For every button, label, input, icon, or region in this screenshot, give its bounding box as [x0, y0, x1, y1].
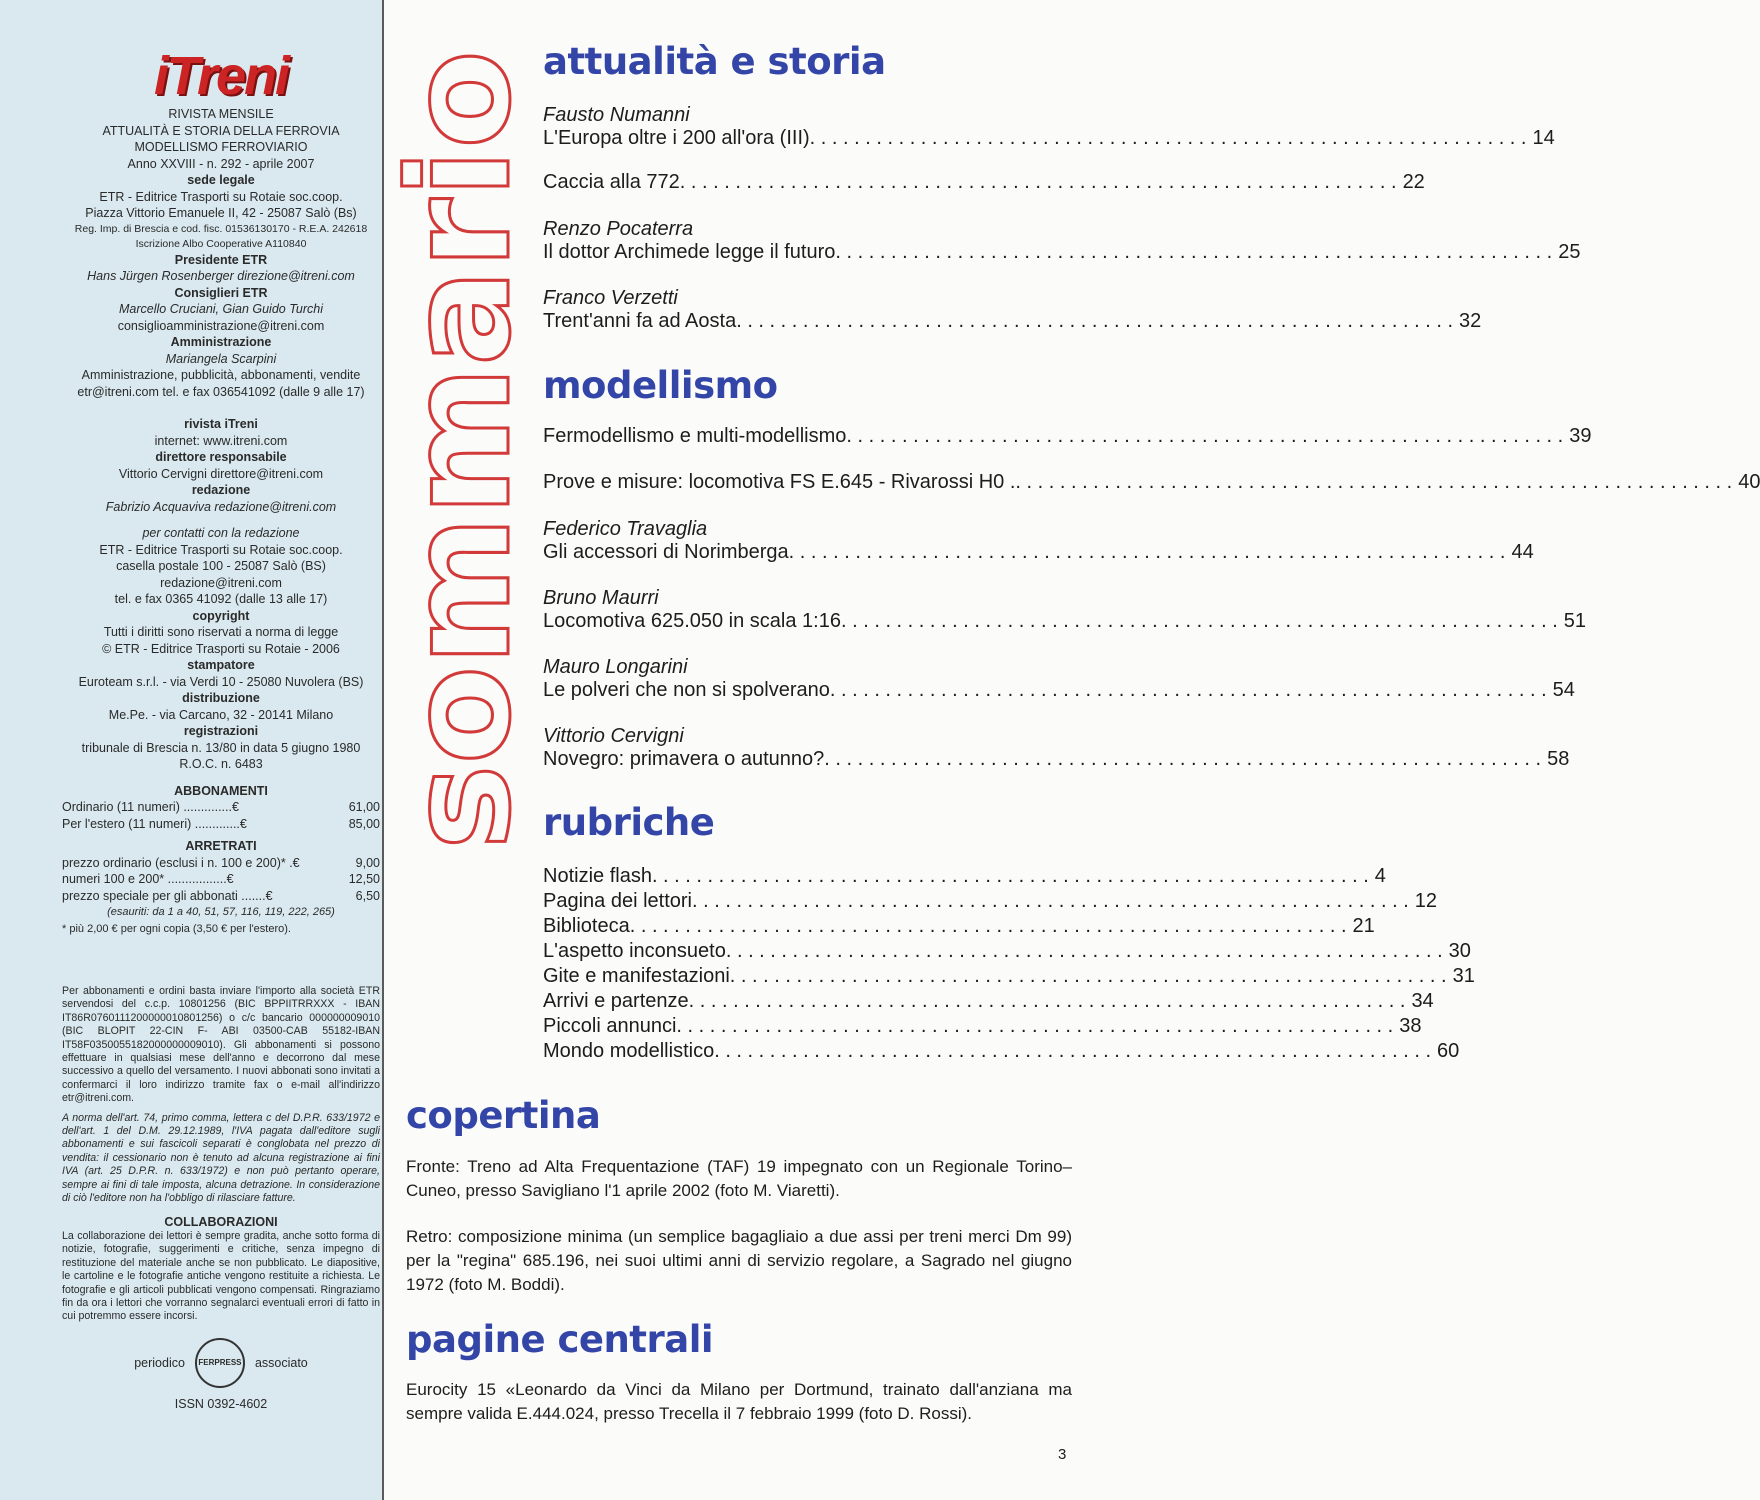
entry-author: Franco Verzetti — [543, 287, 678, 309]
price-value: 6,50 — [355, 888, 380, 903]
toc-entry[interactable] — [543, 518, 1534, 564]
ferpress-badge — [62, 1338, 380, 1388]
entry-page: 25 — [1558, 241, 1581, 263]
entry-title: Locomotiva 625.050 in scala 1:16 — [543, 610, 841, 632]
rubrica-entry[interactable] — [543, 889, 1438, 914]
distribuzione-title: distribuzione — [182, 691, 260, 705]
stampatore-title: stampatore — [187, 658, 255, 672]
toc-entry[interactable] — [543, 725, 1570, 771]
price-row — [62, 816, 380, 833]
rubrica-entry[interactable] — [543, 1014, 1422, 1039]
price-value: 61,00 — [348, 800, 380, 814]
amministrazione-line: Amministrazione, pubblicità, abbonamenti, vendite — [81, 368, 361, 382]
entry-page: 21 — [1352, 915, 1375, 937]
entry-page: 38 — [1399, 1015, 1422, 1037]
toc-entry[interactable] — [543, 471, 1760, 494]
redazione-line: Fabrizio Acquaviva redazione@itreni.com — [105, 499, 337, 514]
sommario-vertical-title — [379, 44, 542, 850]
entry-title: Biblioteca — [543, 915, 630, 937]
registrazioni-line: R.O.C. n. 6483 — [179, 757, 263, 771]
rubrica-entry[interactable] — [543, 864, 1386, 889]
entry-page: 30 — [1448, 940, 1471, 962]
copyright-title: copyright — [192, 608, 250, 623]
header-line: MODELLISMO FERROVIARIO — [134, 140, 308, 154]
masthead-sidebar — [0, 0, 384, 1500]
entry-page: 4 — [1374, 865, 1386, 887]
entry-title: Prove e misure: locomotiva FS E.645 - Rivarossi H0 . — [543, 471, 1016, 493]
section-pagine-centrali — [406, 1318, 1072, 1362]
centrali-caption: Eurocity 15 «Leonardo da Vinci da Milano per Dortmund, trainato dall'anziana ma sempre valida E.444.024, presso Trecella il 7 febbraio 1999 (foto D. Rossi). — [406, 1380, 1072, 1423]
price-label: prezzo ordinario (esclusi i n. 100 e 200)* .€ — [62, 855, 300, 870]
entry-page: 14 — [1532, 127, 1555, 149]
entry-author: Federico Travaglia — [543, 518, 708, 540]
price-value: 85,00 — [348, 816, 380, 831]
copyright-line: Tutti i diritti sono riservati a norma di legge — [103, 625, 339, 639]
section-title: modellismo — [543, 364, 778, 407]
entry-page: 22 — [1402, 171, 1425, 193]
entry-title: Le polveri che non si spolverano — [543, 679, 830, 701]
entry-page: 54 — [1552, 679, 1575, 701]
redazione-title: redazione — [191, 483, 251, 497]
entry-title: Il dottor Archimede legge il futuro — [543, 241, 836, 263]
esauriti-note: (esauriti: da 1 a 40, 51, 57, 116, 119, 222, 265) — [107, 906, 335, 918]
entry-title: Mondo modellistico — [543, 1040, 715, 1062]
arretrati-title: ARRETRATI — [185, 839, 257, 853]
section-title: pagine centrali — [406, 1318, 714, 1361]
entry-title: Pagina dei lettori — [543, 890, 692, 912]
amministrazione-line: Mariangela Scarpini — [165, 351, 277, 366]
entry-page: 34 — [1411, 990, 1434, 1012]
masthead-block — [62, 46, 380, 937]
price-label: Per l'estero (11 numeri) .............€ — [62, 816, 247, 831]
toc-entry[interactable] — [543, 171, 1425, 194]
toc-entry[interactable] — [543, 218, 1581, 264]
consiglieri-line: Marcello Cruciani, Gian Guido Turchi — [118, 302, 323, 316]
price-row — [62, 871, 380, 888]
entry-title: Fermodellismo e multi-modellismo — [543, 425, 847, 447]
sede-line: Reg. Imp. di Brescia e cod. fisc. 01536130170 - R.E.A. 242618 — [74, 222, 368, 235]
issn: ISSN 0392-4602 — [174, 1396, 268, 1411]
itreni-logo: iTreni — [153, 46, 289, 106]
presidente-title: Presidente ETR — [174, 252, 268, 267]
page-number: 3 — [1058, 1446, 1067, 1463]
entry-page: 32 — [1459, 310, 1482, 332]
section-copertina — [406, 1094, 1072, 1138]
registrazioni-title: registrazioni — [183, 724, 259, 738]
entry-page: 60 — [1437, 1040, 1460, 1062]
entry-author: Fausto Numanni — [543, 104, 690, 126]
rubrica-entry[interactable] — [543, 914, 1375, 939]
contatti-line: ETR - Editrice Trasporti su Rotaie soc.coop. — [99, 542, 343, 557]
price-label: numeri 100 e 200* .................€ — [62, 872, 234, 886]
copertina-fronte: Fronte: Treno ad Alta Frequentazione (TAF) 19 impegnato con un Regionale Torino–Cuneo, presso Savigliano l'1 aprile 2002 (foto M. Viaretti). — [406, 1157, 1072, 1200]
collaborazioni-title: COLLABORAZIONI — [164, 1214, 278, 1229]
entry-title: Trent'anni fa ad Aosta — [543, 310, 737, 332]
amministrazione-line: etr@itreni.com tel. e fax 036541092 (dalle 9 alle 17) — [77, 384, 365, 399]
section-attualita — [543, 40, 1070, 84]
contatti-line: per contatti con la redazione — [142, 526, 300, 540]
entry-title: Gli accessori di Norimberga — [543, 541, 789, 563]
rubrica-entry[interactable] — [543, 989, 1434, 1014]
section-title: rubriche — [543, 801, 715, 844]
contatti-line: redazione@itreni.com — [160, 575, 282, 590]
price-row — [62, 799, 380, 816]
entry-title: Novegro: primavera o autunno? — [543, 748, 825, 770]
distribuzione-line: Me.Pe. - via Carcano, 32 - 20141 Milano — [108, 707, 334, 722]
header-line: ATTUALITÀ E STORIA DELLA FERROVIA — [102, 123, 340, 138]
copertina-retro: Retro: composizione minima (un semplice bagagliaio a due assi per treni merci Dm 99) per la "regina" 685.196, nei suoi ultimi anni di servizio regolare, a Sagrado nel giugno 1972 (foto M. Boddi). — [406, 1227, 1072, 1294]
abbonamenti-title: ABBONAMENTI — [174, 783, 268, 798]
price-label: Ordinario (11 numeri) ..............€ — [62, 800, 239, 814]
entry-title: Notizie flash — [543, 865, 652, 887]
entry-page: 40 — [1738, 471, 1760, 493]
sede-line: ETR - Editrice Trasporti su Rotaie soc.coop. — [99, 189, 343, 204]
section-rubriche — [543, 801, 1070, 845]
price-value: 12,50 — [348, 872, 380, 886]
direttore-line: Vittorio Cervigni direttore@itreni.com — [118, 466, 324, 481]
section-title: copertina — [406, 1094, 601, 1137]
payment-paragraph: Per abbonamenti e ordini basta inviare l'importo alla società ETR servendosi del c.c.p. 10801256 (BIC BPPIITRRXXX - IBAN IT86R0760111200000010801256) o c/c bancario 000000009010 (BIC BLOPIT 22-CIN F- ABI 03500-CAB 55182-IBAN IT58F0350055182000000009010). Gli abbonamenti si possono effettuare in qualsiasi mese dell'anno e decorrono dal mese successivo a quello del versamento. I nuovi abbonati sono invitati a confermarci il loro indirizzo tramite fax o e-mail all'indirizzo etr@itreni.com. — [62, 985, 380, 1105]
entry-title: Arrivi e partenze — [543, 990, 689, 1012]
toc-entry[interactable] — [543, 587, 1587, 633]
contatti-line: tel. e fax 0365 41092 (dalle 13 alle 17) — [114, 592, 328, 606]
rubrica-entry[interactable] — [543, 964, 1475, 989]
entry-title: L'aspetto inconsueto — [543, 940, 726, 962]
entry-author: Mauro Longarini — [543, 656, 688, 678]
header-line: RIVISTA MENSILE — [168, 107, 274, 121]
entry-page: 58 — [1547, 748, 1570, 770]
direttore-title: direttore responsabile — [155, 450, 287, 464]
surcharge-note: * più 2,00 € per ogni copia (3,50 € per l'estero). — [62, 922, 291, 935]
price-row — [62, 855, 380, 872]
associato-label: associato — [254, 1355, 308, 1370]
stampatore-line: Euroteam s.r.l. - via Verdi 10 - 25080 Nuvolera (BS) — [78, 674, 364, 689]
sede-title: sede legale — [187, 173, 255, 187]
price-row — [62, 888, 380, 905]
toc-entry[interactable] — [543, 104, 1555, 150]
sommario-text: sommario — [379, 71, 542, 850]
entry-page: 12 — [1414, 890, 1438, 912]
iva-paragraph: A norma dell'art. 74, primo comma, lettera c del D.P.R. 633/1972 e dell'art. 1 del D.M. 29.12.1989, l'IVA pagata dall'editore sugli abbonamenti e sui fascicoli separati è conglobata nel prezzo di vendita: il cessionario non è tenuto ad alcuna registrazione ai fini IVA (art. 25 D.P.R. n. 633/1972) e non può pertanto operare, sempre ai fini di tale imposta, alcuna detrazione. In considerazione di ciò l'editore non ha l'obbligo di rilasciare fatture. — [62, 1111, 380, 1205]
entry-author: Bruno Maurri — [543, 587, 659, 609]
entry-page: 31 — [1452, 965, 1475, 987]
sede-line: Piazza Vittorio Emanuele II, 42 - 25087 Salò (Bs) — [85, 206, 357, 220]
copyright-line: © ETR - Editrice Trasporti su Rotaie - 2006 — [102, 641, 340, 656]
rivista-title: rivista iTreni — [184, 417, 258, 431]
legal-block — [62, 985, 380, 1412]
header-line: Anno XXVIII - n. 292 - aprile 2007 — [127, 156, 315, 171]
consiglieri-title: Consiglieri ETR — [174, 285, 268, 300]
ferpress-emblem-icon — [195, 1338, 245, 1388]
periodico-label: periodico — [134, 1355, 185, 1370]
rivista-line: internet: www.itreni.com — [154, 433, 288, 448]
entry-page: 51 — [1563, 610, 1587, 632]
rubriche-list — [543, 864, 1475, 1064]
presidente-line: Hans Jürgen Rosenberger direzione@itreni.com — [87, 269, 355, 283]
contatti-line: casella postale 100 - 25087 Salò (BS) — [116, 559, 326, 573]
entry-page: 39 — [1569, 425, 1592, 447]
amministrazione-title: Amministrazione — [170, 335, 272, 349]
price-value: 9,00 — [355, 855, 380, 870]
rubrica-entry[interactable] — [543, 939, 1471, 964]
price-label: prezzo speciale per gli abbonati .......€ — [62, 888, 273, 903]
entry-title: Gite e manifestazioni — [543, 965, 730, 987]
registrazioni-line: tribunale di Brescia n. 13/80 in data 5 giugno 1980 — [81, 740, 361, 755]
entry-page: 44 — [1511, 541, 1534, 563]
entry-title: Caccia alla 772 — [543, 171, 680, 193]
section-title: attualità e storia — [543, 40, 886, 83]
rubrica-entry[interactable] — [543, 1039, 1460, 1064]
toc-entry[interactable] — [543, 287, 1482, 333]
toc-entry[interactable] — [543, 656, 1575, 702]
entry-title: L'Europa oltre i 200 all'ora (III) — [543, 127, 810, 149]
toc-entry[interactable] — [543, 425, 1592, 448]
sede-line: Iscrizione Albo Cooperative A110840 — [135, 237, 307, 250]
entry-title: Piccoli annunci — [543, 1015, 677, 1037]
entry-author: Renzo Pocaterra — [543, 218, 694, 240]
section-modellismo — [543, 364, 1070, 408]
entry-author: Vittorio Cervigni — [543, 725, 684, 747]
consiglieri-line: consiglioamministrazione@itreni.com — [117, 318, 325, 333]
collaborazioni-paragraph: La collaborazione dei lettori è sempre gradita, anche sotto forma di notizie, fotografie, suggerimenti e critiche, senza impegno di restituzione del materiale anche se non pubblicato. Le diapositive, le cartoline e le fotografie antiche vengono restituite a richiesta. Le fotografie e gli articoli pubblicati vengono compensati. Ringraziamo fin da ora i lettori che vorranno segnalarci eventuali errori di fatto in cui potremmo essere incorsi. — [62, 1230, 380, 1323]
ferpress-label: FERPRESS — [198, 1357, 242, 1367]
